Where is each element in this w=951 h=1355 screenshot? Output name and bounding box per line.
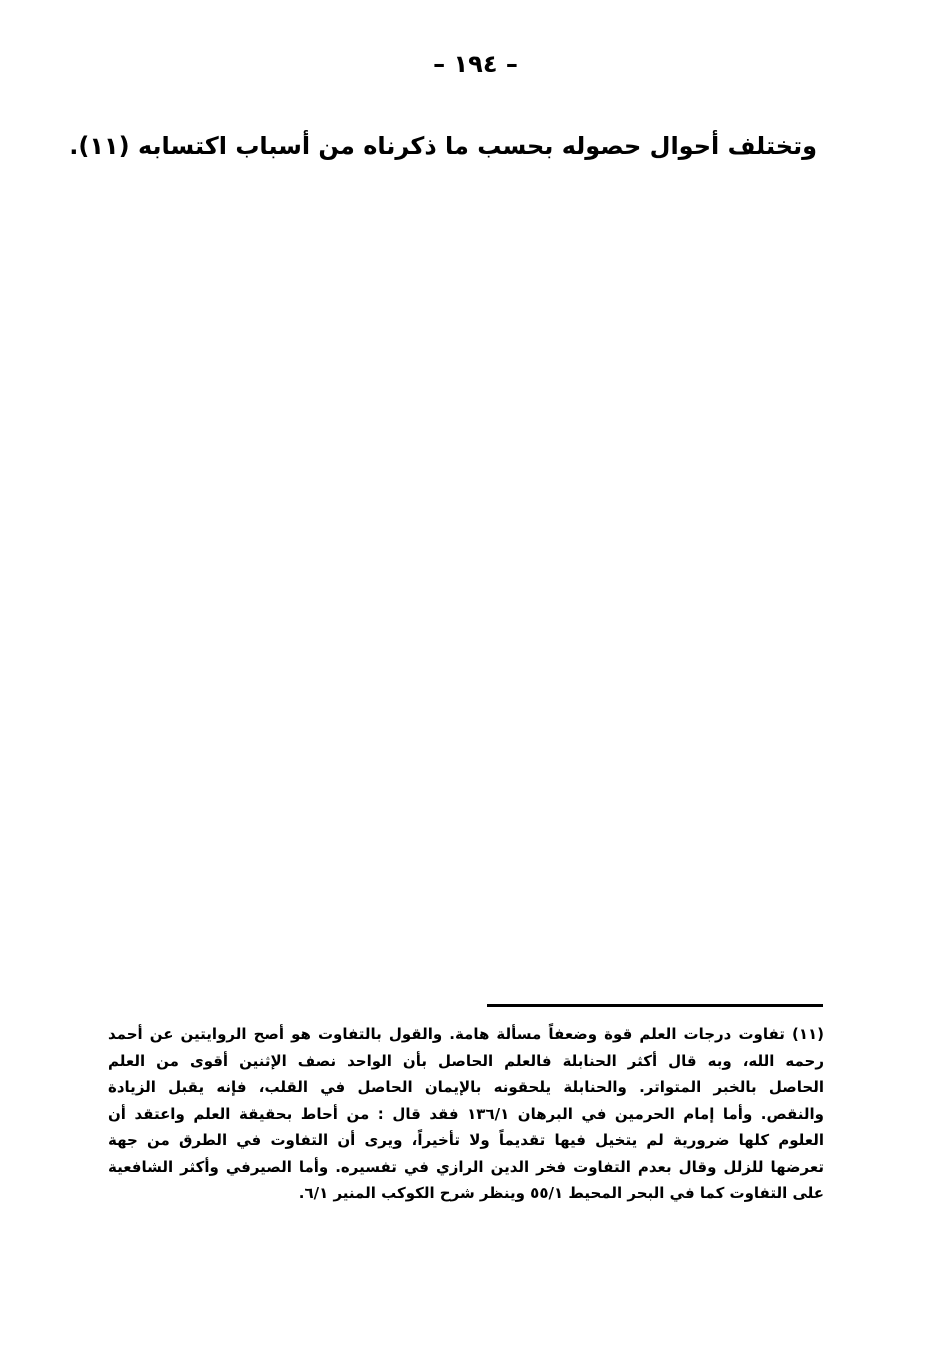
footnote-separator: [487, 1004, 823, 1007]
page-number: – ١٩٤ –: [433, 50, 518, 78]
footnote-line: الحاصل بالخبر المتواتر. والحنابلة يلحقونه بالإيمان الحاصل في القلب، فإنه يقبل الزيادة: [108, 1078, 824, 1096]
footnote-line: (١١) تفاوت درجات العلم قوة وضعفاً مسألة هامة. والقول بالتفاوت هو أصح الروايتين عن أحمد: [108, 1025, 824, 1043]
footnote: [108, 1021, 824, 1207]
footnote-line: تعرضها للزلل وقال بعدم التفاوت فخر الدين الرازي في تفسيره. وأما الصيرفي وأكثر الشافعية: [108, 1157, 824, 1176]
footnote-line: العلوم كلها ضرورية لم يتخيل فيها تقديماً ولا تأخيراً، ويرى أن التفاوت في الطرق من جهة: [108, 1131, 824, 1149]
main-text-paragraph: وتختلف أحوال حصوله بحسب ما ذكرناه من أسباب اكتسابه (١١).: [69, 132, 817, 160]
footnote-line: والنقص. وأما إمام الحرمين في البرهان ١٣٦/١ فقد قال : من أحاط بحقيقة العلم واعتقد أن: [108, 1104, 824, 1123]
footnote-line: رحمه الله، وبه قال أكثر الحنابلة فالعلم الحاصل بأن الواحد نصف الإثنين أقوى من العلم: [108, 1051, 824, 1070]
footnote-line: على التفاوت كما في البحر المحيط ٥٥/١ وينظر شرح الكوكب المنير ٦/١.: [298, 1184, 824, 1202]
